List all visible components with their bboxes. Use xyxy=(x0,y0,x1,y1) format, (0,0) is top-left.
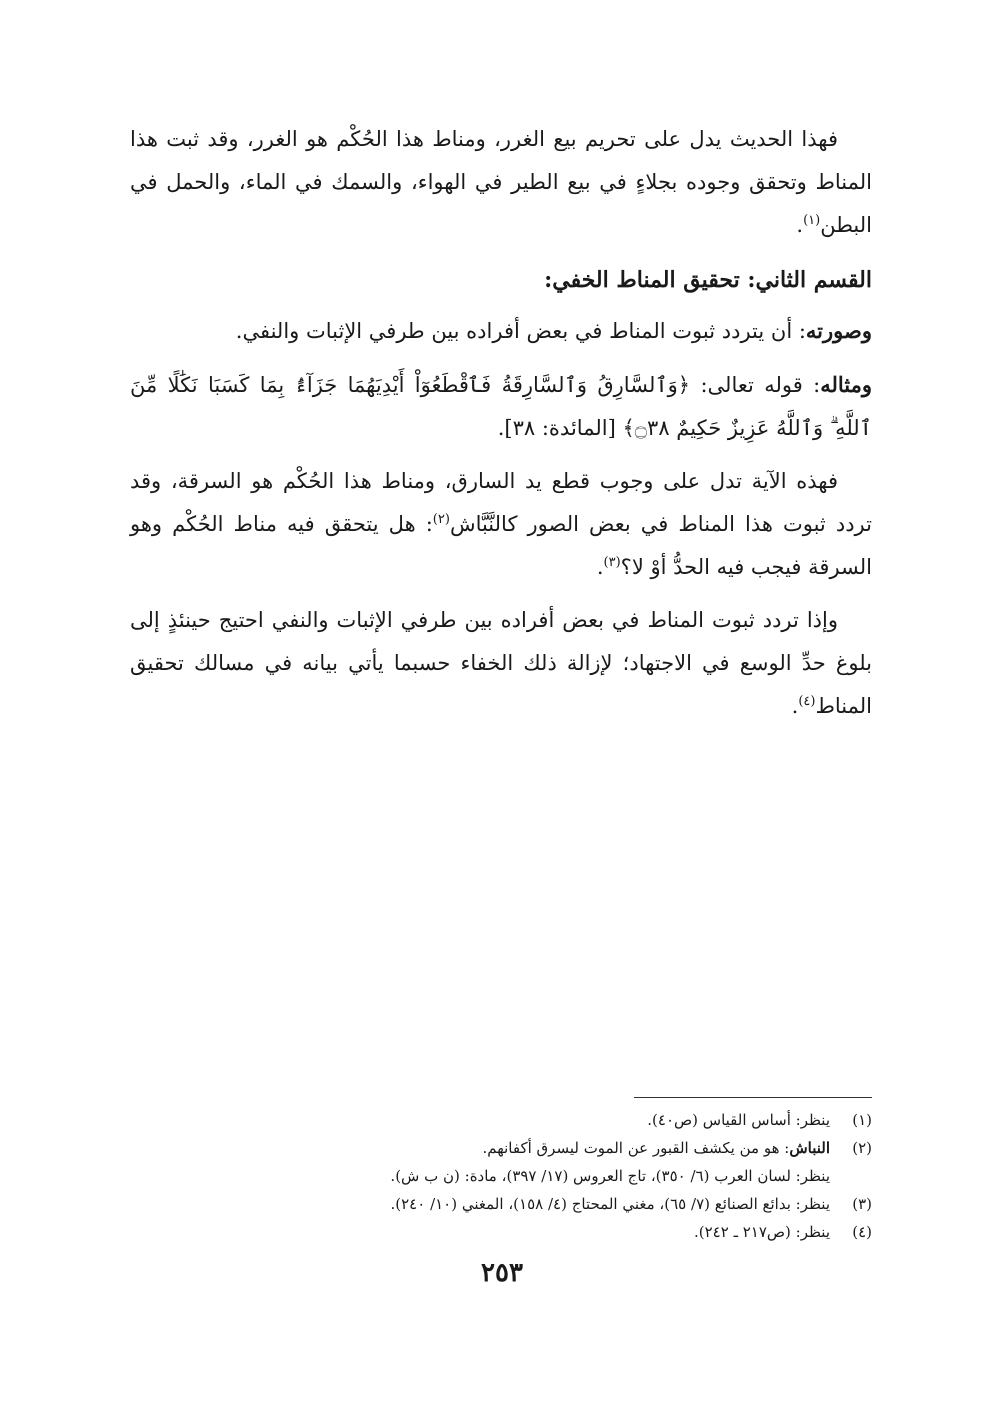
footnote-number: (١) xyxy=(852,1111,872,1129)
footnote-1 xyxy=(130,1106,872,1134)
paragraph-1 xyxy=(130,118,872,247)
footnote-ref-4[interactable]: (٤) xyxy=(798,694,816,709)
paragraph-5 xyxy=(130,599,872,728)
footnote-3 xyxy=(130,1190,872,1218)
paragraph-1-end: . xyxy=(796,213,804,237)
main-text xyxy=(130,118,872,738)
paragraph-4-end: . xyxy=(596,555,604,579)
footnote-body: : هو من يكشف القبور عن الموت ليسرق أكفانهم. xyxy=(482,1139,790,1157)
paragraph-3-intro: : قوله تعالى: xyxy=(690,373,821,397)
section-heading: القسم الثاني: تحقيق المناط الخفي: xyxy=(544,267,872,293)
paragraph-3-label: ومثاله xyxy=(820,372,872,397)
paragraph-2-text: : أن يتردد ثبوت المناط في بعض أفراده بين طرفي الإثبات والنفي. xyxy=(235,319,806,343)
footnote-2-continued xyxy=(130,1162,872,1190)
paragraph-2-label: وصورته xyxy=(805,318,872,343)
paragraph-4 xyxy=(130,460,872,589)
paragraph-4-text-b: : هل يتحقق فيه مناط الحُكْم وهو السرقة فيجب فيه الحدُّ أوْ لا؟ xyxy=(130,512,872,579)
footnote-number: (٢) xyxy=(852,1139,872,1157)
footnote-body: ينظر: بدائع الصنائع (٧/ ٦٥)، مغني المحتاج (٤/ ١٥٨)، المغني (١٠/ ٢٤٠). xyxy=(390,1195,830,1213)
quran-verse: ﴿وَٱلسَّارِقُ وَٱلسَّارِقَةُ فَٱقْطَعُوٓاْ أَيْدِيَهُمَا جَزَآءًۢ بِمَا كَسَبَا نَكَٰلًا مِّنَ ٱللَّهِ ۗ وَٱللَّهُ عَزِيزٌ حَكِيمٌ ۝٣٨﴾ xyxy=(130,373,872,440)
footnote-body: ينظر: أساس القياس (ص٤٠). xyxy=(647,1111,830,1129)
footnote-term: النباش xyxy=(789,1139,830,1157)
footnote-body: ينظر: لسان العرب (٦/ ٣٥٠)، تاج العروس (١٧/ ٣٩٧)، مادة: (ن ب ش). xyxy=(390,1167,830,1185)
footnote-text xyxy=(130,1190,830,1218)
footnote-text xyxy=(130,1162,830,1190)
paragraph-5-text: وإذا تردد ثبوت المناط في بعض أفراده بين طرفي الإثبات والنفي احتيج حينئذٍ إلى بلوغ حدِّ الوسع في الاجتهاد؛ لإزالة ذلك الخفاء حسبما يأتي بيانه في مسالك تحقيق المناط xyxy=(130,608,872,718)
footnote-ref-2[interactable]: (٢) xyxy=(432,512,450,527)
footnote-2 xyxy=(130,1134,872,1162)
paragraph-2 xyxy=(130,309,872,353)
verse-source: [المائدة: ٣٨]. xyxy=(497,416,623,440)
footnote-text xyxy=(130,1218,830,1246)
footnote-ref-3[interactable]: (٣) xyxy=(603,555,621,570)
footnote-4 xyxy=(130,1218,872,1246)
footnote-text xyxy=(130,1134,830,1162)
footnote-text xyxy=(130,1106,830,1134)
footnote-body: ينظر: (ص٢١٧ ـ ٢٤٢). xyxy=(694,1223,830,1241)
paragraph-3 xyxy=(130,363,872,450)
footnote-separator xyxy=(634,1097,872,1098)
paragraph-1-text: فهذا الحديث يدل على تحريم بيع الغرر، ومناط هذا الحُكْم هو الغرر، وقد ثبت هذا المناط وتحقق وجوده بجلاءٍ في بيع الطير في الهواء، والسمك في الماء، والحمل في البطن xyxy=(130,127,872,237)
paragraph-4-text-a: فهذه الآية تدل على وجوب قطع يد السارق، ومناط هذا الحُكْم هو السرقة، وقد تردد ثبوت هذا المناط في بعض الصور كالنَّبَّاش xyxy=(130,469,872,536)
footnote-number: (٣) xyxy=(852,1195,872,1213)
page-number: ٢٥٣ xyxy=(481,1258,523,1288)
footnotes xyxy=(130,1106,872,1246)
footnote-ref-1[interactable]: (١) xyxy=(803,213,821,228)
footnote-number: (٤) xyxy=(852,1223,872,1241)
paragraph-5-end: . xyxy=(791,694,799,718)
